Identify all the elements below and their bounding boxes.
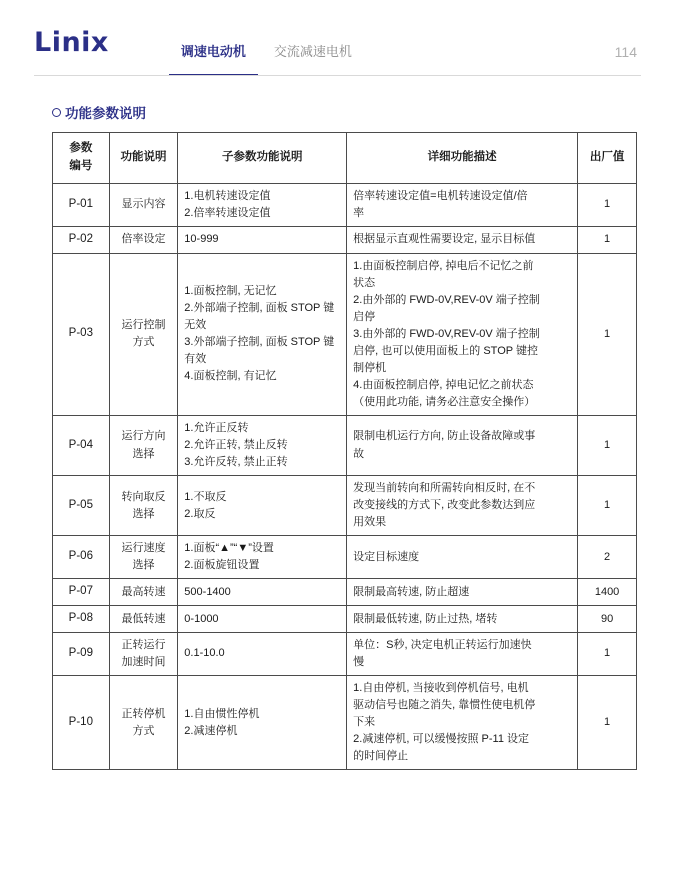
- cell-factory-value: 1: [578, 676, 637, 770]
- cell-detail: [347, 476, 578, 536]
- table-row: [53, 476, 637, 536]
- text-line: 运行控制: [121, 319, 166, 332]
- text-line: 4.由面板控制启停, 掉电记忆之前状态: [353, 378, 534, 391]
- tab-label: 调速电动机: [180, 44, 246, 59]
- cell-factory-value: 1: [578, 226, 637, 253]
- text-line: 驱动信号也随之消失, 靠惯性使电机停: [353, 699, 536, 712]
- page-number: 114: [614, 44, 637, 60]
- cell-factory-value: 1: [578, 415, 637, 475]
- text-line: 1.自由停机, 当接收到停机信号, 电机: [353, 682, 529, 695]
- table-row: [53, 415, 637, 475]
- text-line: 2.外部端子控制, 面板 STOP 键: [184, 302, 335, 315]
- table-row: [53, 183, 637, 226]
- text-line: 发现当前转向和所需转向相反时, 在不: [353, 482, 536, 495]
- col-header-function: 功能说明: [109, 133, 178, 184]
- cell-factory-value: 1: [578, 632, 637, 675]
- tab-speed-control-motor[interactable]: [167, 41, 260, 76]
- text-line: 限制最低转速, 防止过热, 堵转: [353, 612, 498, 625]
- col-header-param-code: [53, 133, 110, 184]
- cell-detail: [347, 536, 578, 579]
- text-line: 1.由面板控制启停, 掉电后不记忆之前: [353, 259, 534, 272]
- table-body: [53, 183, 637, 770]
- table-row: [53, 632, 637, 675]
- cell-detail: [347, 226, 578, 253]
- cell-function: [109, 676, 178, 770]
- text-line: 制停机: [353, 361, 387, 374]
- text-line: 1.电机转速设定值: [184, 189, 271, 202]
- col-header-subfunction: 子参数功能说明: [178, 133, 347, 184]
- cell-detail: [347, 632, 578, 675]
- text-line: 限制电机运行方向, 防止设备故障或事: [353, 430, 536, 443]
- cell-param-code: P-10: [53, 676, 110, 770]
- table-row: [53, 579, 637, 606]
- text-line: 3.允许反转, 禁止正转: [184, 456, 288, 469]
- cell-param-code: P-07: [53, 579, 110, 606]
- col-header-line: 参数: [69, 142, 93, 154]
- cell-param-code: P-06: [53, 536, 110, 579]
- text-line: 1.面板控制, 无记忆: [184, 285, 277, 298]
- cell-function: [109, 606, 178, 633]
- table-row: [53, 676, 637, 770]
- text-line: 选择: [132, 507, 155, 520]
- text-line: 3.外部端子控制, 面板 STOP 键: [184, 336, 335, 349]
- text-line: 2.取反: [184, 507, 216, 520]
- text-line: （使用此功能, 请务必注意安全操作）: [353, 395, 536, 408]
- text-line: 运行方向: [121, 430, 166, 443]
- text-line: 2.由外部的 FWD-0V,REV-0V 端子控制: [353, 293, 540, 306]
- col-header-line: 编号: [69, 159, 93, 172]
- text-line: 2.减速停机: [184, 724, 238, 737]
- cell-detail: [347, 253, 578, 415]
- text-line: 加速时间: [121, 656, 166, 668]
- text-line: 10-999: [184, 233, 219, 246]
- brand-logo: [34, 27, 109, 76]
- section-heading: [52, 102, 675, 122]
- cell-subfunction: [178, 415, 347, 475]
- col-header-factory-value: 出厂值: [578, 133, 637, 184]
- text-line: 2.允许正转, 禁止反转: [184, 439, 288, 451]
- text-line: 最高转速: [121, 585, 166, 598]
- cell-factory-value: 1400: [578, 579, 637, 606]
- cell-param-code: P-08: [53, 606, 110, 633]
- text-line: 有效: [184, 353, 207, 366]
- nav-tabs: [167, 0, 615, 76]
- cell-function: [109, 253, 178, 415]
- text-line: 无效: [184, 319, 207, 332]
- text-line: 慢: [353, 656, 365, 668]
- text-line: 启停: [353, 310, 376, 323]
- text-line: 500-1400: [184, 585, 231, 598]
- text-line: 最低转速: [121, 612, 166, 625]
- text-line: 2.倍率转速设定值: [184, 206, 271, 219]
- cell-param-code: P-01: [53, 183, 110, 226]
- text-line: 倍率设定: [121, 233, 166, 246]
- cell-subfunction: [178, 253, 347, 415]
- cell-subfunction: [178, 632, 347, 675]
- cell-subfunction: [178, 676, 347, 770]
- text-line: 2.减速停机, 可以缓慢按照 P-11 设定: [353, 733, 529, 746]
- text-line: 方式: [132, 336, 155, 349]
- section-heading-label: 功能参数说明: [65, 106, 146, 121]
- table-row: [53, 536, 637, 579]
- text-line: 1.自由惯性停机: [184, 707, 260, 720]
- cell-detail: [347, 579, 578, 606]
- text-line: 根据显示直观性需要设定, 显示目标值: [353, 233, 536, 246]
- text-line: 选择: [132, 559, 155, 572]
- cell-factory-value: 1: [578, 253, 637, 415]
- cell-detail: [347, 606, 578, 633]
- text-line: 的时间停止: [353, 750, 409, 763]
- text-line: 改变接线的方式下, 改变此参数达到应: [353, 499, 536, 512]
- text-line: 设定目标速度: [353, 550, 420, 563]
- brand-logo-text: Linix: [34, 27, 109, 58]
- cell-detail: [347, 415, 578, 475]
- cell-detail: [347, 183, 578, 226]
- text-line: 1.允许正反转: [184, 421, 249, 434]
- text-line: 启停, 也可以使用面板上的 STOP 键控: [353, 344, 538, 357]
- text-line: 选择: [132, 447, 155, 460]
- table-row: [53, 226, 637, 253]
- text-line: 转向取反: [121, 490, 166, 503]
- cell-param-code: P-09: [53, 632, 110, 675]
- table-row: [53, 253, 637, 415]
- cell-param-code: P-03: [53, 253, 110, 415]
- text-line: 用效果: [353, 516, 387, 529]
- text-line: 4.面板控制, 有记忆: [184, 370, 277, 383]
- table-head: [53, 133, 637, 184]
- table-row: [53, 606, 637, 633]
- cell-param-code: P-02: [53, 226, 110, 253]
- cell-subfunction: [178, 183, 347, 226]
- cell-subfunction: [178, 606, 347, 633]
- text-line: 显示内容: [121, 198, 166, 211]
- cell-function: [109, 415, 178, 475]
- cell-subfunction: [178, 226, 347, 253]
- cell-function: [109, 183, 178, 226]
- table-header-row: [53, 133, 637, 184]
- text-line: 3.由外部的 FWD-0V,REV-0V 端子控制: [353, 327, 540, 340]
- text-line: 0-1000: [184, 612, 219, 625]
- header-divider: [34, 75, 641, 76]
- cell-factory-value: 1: [578, 183, 637, 226]
- text-line: 1.不取反: [184, 490, 227, 503]
- circle-icon: [52, 108, 61, 117]
- text-line: 状态: [353, 276, 376, 289]
- text-line: 下来: [353, 716, 376, 729]
- cell-function: [109, 536, 178, 579]
- cell-factory-value: 90: [578, 606, 637, 633]
- cell-subfunction: [178, 579, 347, 606]
- text-line: 2.面板旋钮设置: [184, 559, 260, 572]
- cell-function: [109, 632, 178, 675]
- cell-param-code: P-04: [53, 415, 110, 475]
- cell-function: [109, 476, 178, 536]
- cell-subfunction: [178, 536, 347, 579]
- text-line: 率: [353, 206, 365, 219]
- cell-function: [109, 226, 178, 253]
- cell-detail: [347, 676, 578, 770]
- text-line: 运行速度: [121, 542, 166, 555]
- page-header: [0, 0, 675, 76]
- text-line: 0.1-10.0: [184, 647, 225, 660]
- tab-ac-gear-motor[interactable]: [260, 41, 366, 76]
- parameter-table: [52, 132, 637, 770]
- text-line: 1.面板“▲”“▼”设置: [184, 542, 274, 555]
- text-line: 单位：S秒, 决定电机正转运行加速快: [353, 638, 532, 651]
- tab-label: 交流减速电机: [273, 44, 352, 59]
- cell-param-code: P-05: [53, 476, 110, 536]
- cell-factory-value: 2: [578, 536, 637, 579]
- cell-subfunction: [178, 476, 347, 536]
- text-line: 故: [353, 447, 365, 460]
- text-line: 倍率转速设定值=电机转速设定值/倍: [353, 189, 528, 202]
- cell-function: [109, 579, 178, 606]
- cell-factory-value: 1: [578, 476, 637, 536]
- text-line: 限制最高转速, 防止超速: [353, 585, 470, 598]
- text-line: 正转停机: [121, 707, 166, 720]
- col-header-detail: 详细功能描述: [347, 133, 578, 184]
- text-line: 方式: [132, 724, 155, 737]
- text-line: 正转运行: [121, 638, 166, 651]
- parameter-table-wrapper: [52, 132, 637, 770]
